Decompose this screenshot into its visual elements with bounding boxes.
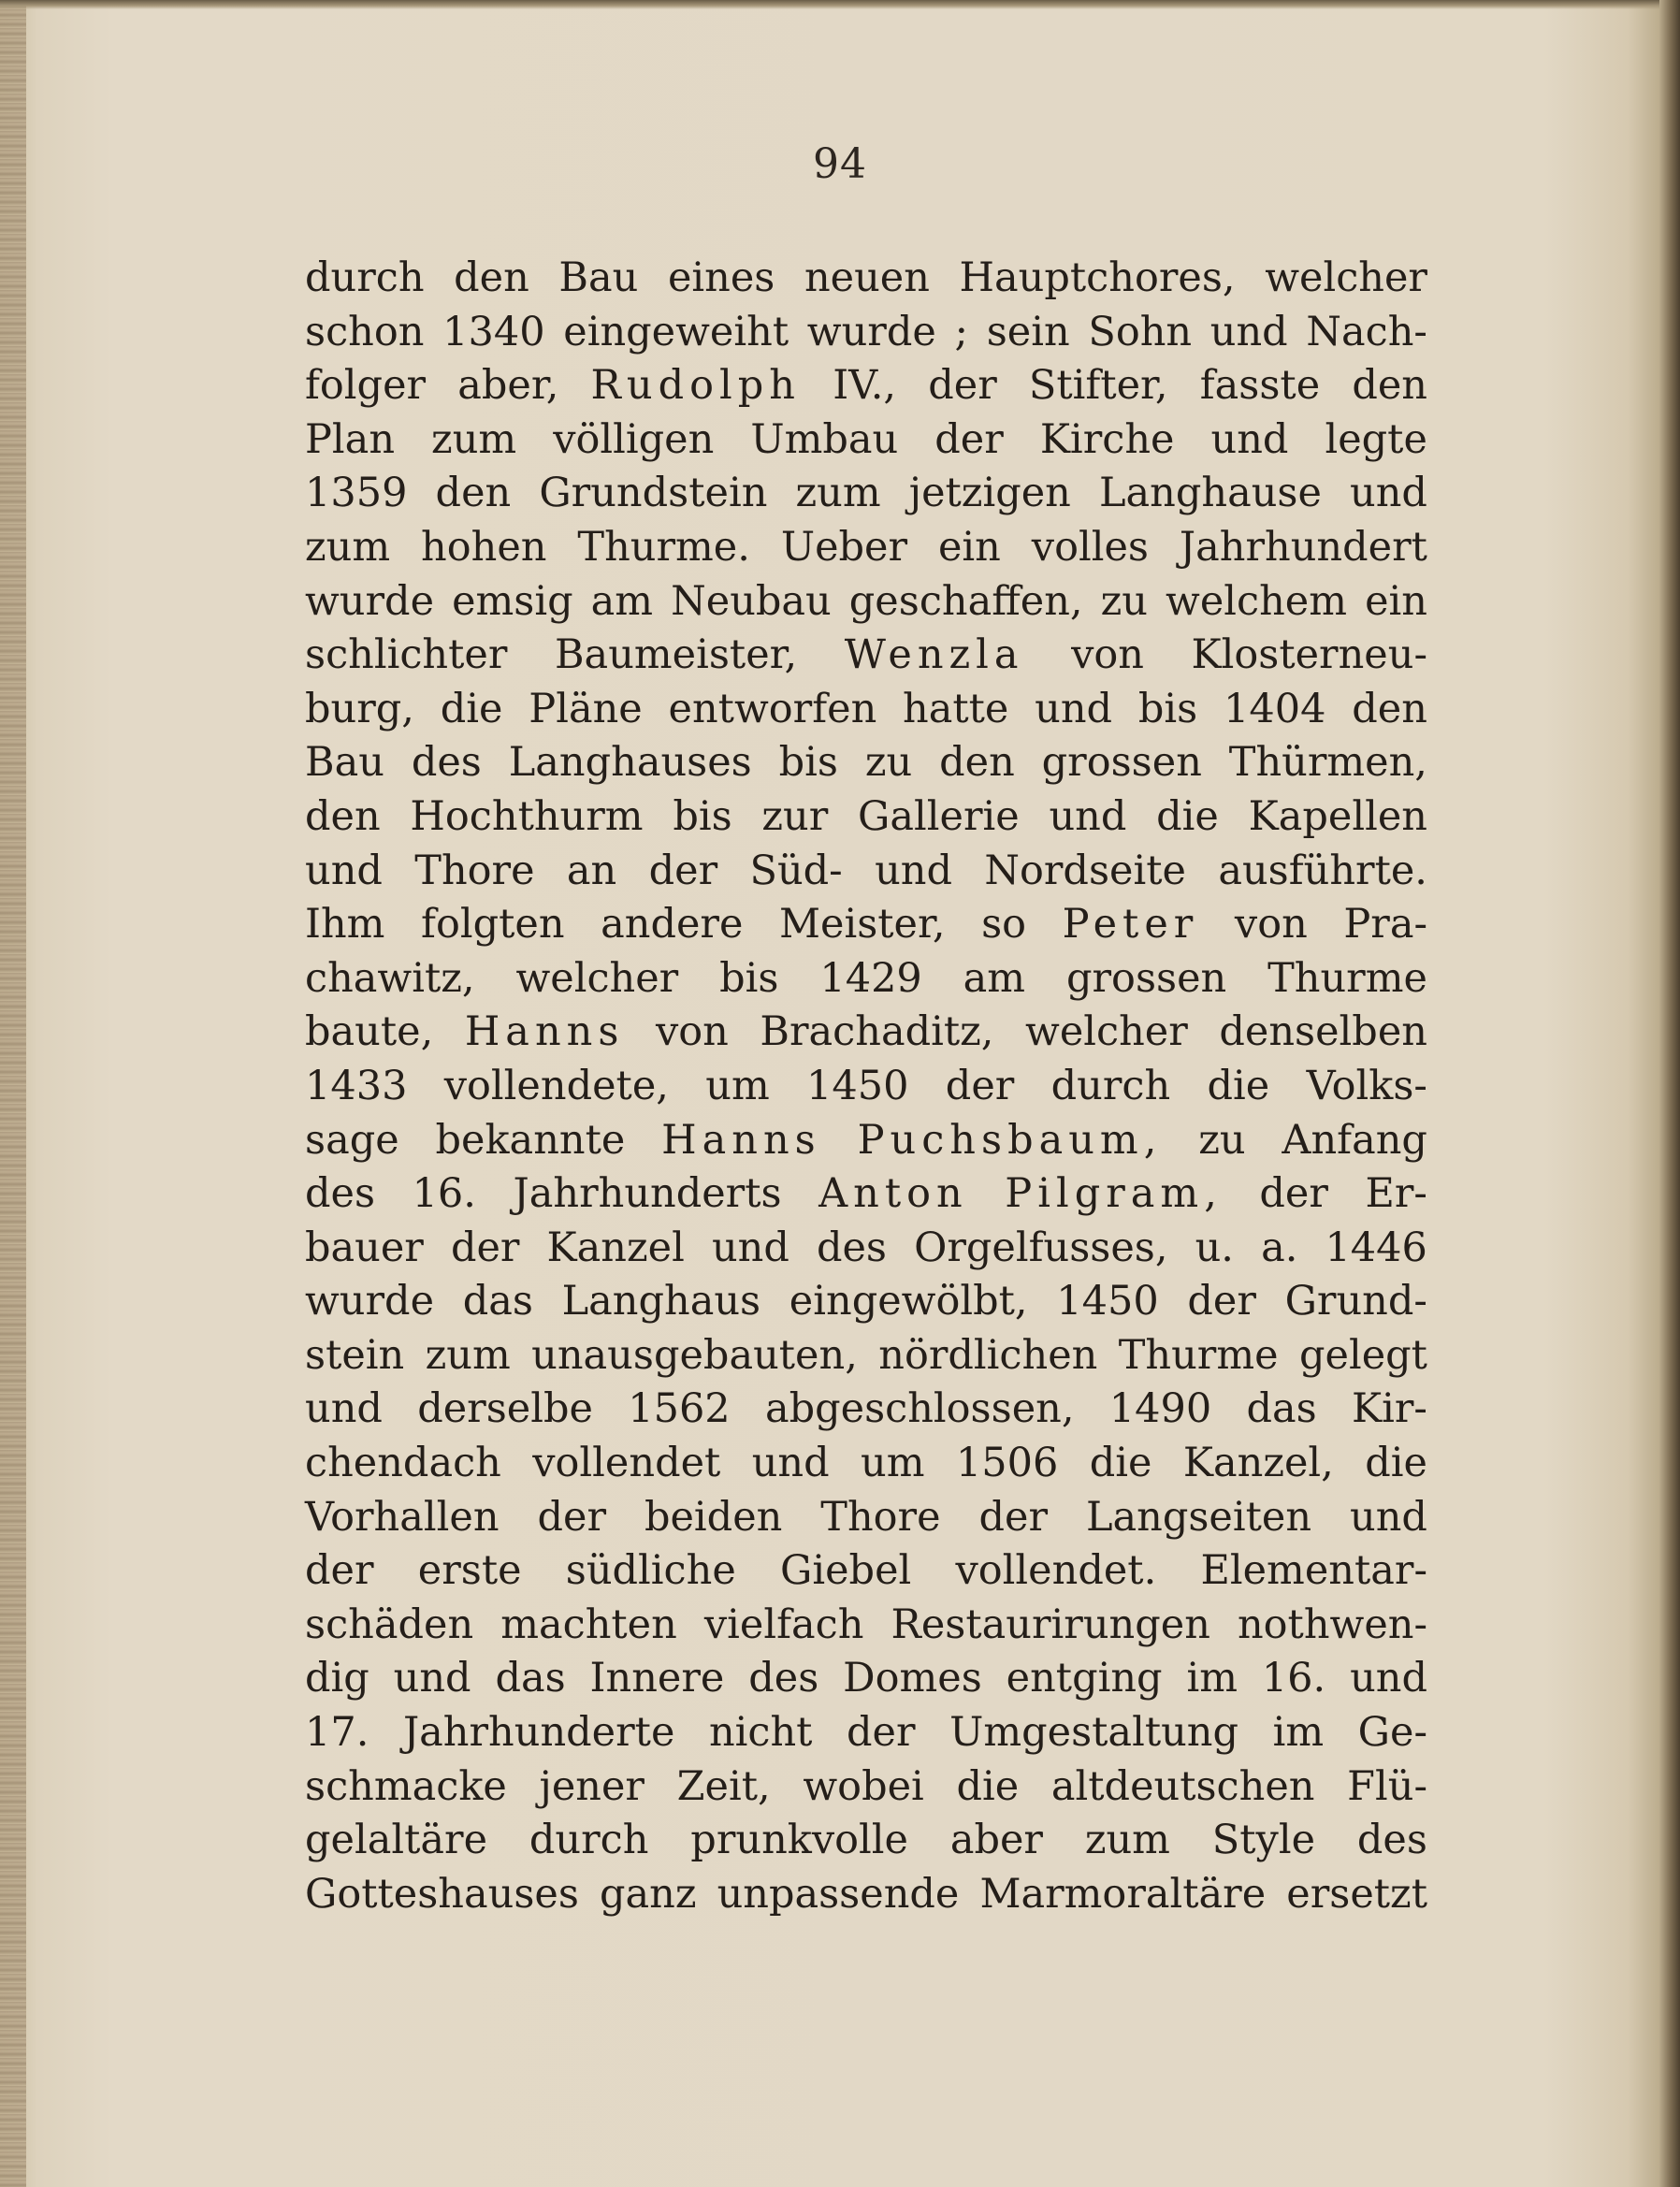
word: bekannte: [435, 1116, 626, 1164]
word: welcher: [1265, 254, 1427, 301]
text-line: [305, 1170, 1427, 1224]
word: welchem: [1166, 577, 1348, 625]
text-line: [305, 1117, 1427, 1171]
word: des: [305, 1170, 376, 1218]
word: Er-: [1365, 1170, 1427, 1218]
word: der: [945, 1062, 1015, 1109]
word: IV.,: [833, 362, 897, 410]
word: vollendet.: [955, 1547, 1157, 1595]
word: der: [978, 1493, 1049, 1541]
text-line: [305, 1278, 1427, 1332]
word: Thürmen,: [1228, 739, 1427, 787]
word: der: [934, 415, 1004, 463]
word: chendach: [305, 1440, 501, 1487]
word: Langhause: [1098, 470, 1322, 517]
word: vielfach: [703, 1600, 864, 1648]
word: zum: [305, 523, 391, 571]
word: Flü-: [1347, 1762, 1427, 1810]
word: Kir-: [1351, 1385, 1427, 1433]
word: machten: [500, 1600, 677, 1648]
word: an: [566, 847, 617, 894]
word: die: [1207, 1062, 1270, 1109]
word: das: [495, 1655, 566, 1702]
word: folger: [305, 362, 427, 410]
word: ;: [954, 308, 969, 355]
word: Ueber: [780, 523, 908, 571]
text-line: [305, 470, 1427, 524]
word: zu: [864, 739, 913, 787]
word: Volks-: [1306, 1062, 1427, 1109]
text-line: [305, 686, 1427, 740]
word: sage: [305, 1116, 399, 1164]
word: emsig: [452, 577, 573, 625]
word: zum: [431, 415, 517, 463]
word: die: [1089, 1440, 1152, 1487]
word: 16.: [1261, 1655, 1326, 1702]
text-line: [305, 524, 1427, 578]
text-line: [305, 578, 1427, 632]
word: chawitz,: [305, 954, 475, 1002]
word: und: [1209, 308, 1288, 355]
word: Pra-: [1343, 901, 1427, 949]
word: Meister,: [778, 901, 946, 949]
word: der: [305, 1547, 374, 1595]
word: und: [1350, 1655, 1427, 1702]
word: Bau: [558, 254, 639, 301]
word: 1359: [305, 470, 408, 517]
word: von: [655, 1008, 729, 1056]
text-line: [305, 1440, 1427, 1494]
word: wurde: [305, 577, 435, 625]
word: schäden: [305, 1600, 474, 1648]
word: Kirche: [1039, 415, 1175, 463]
text-line: [305, 1385, 1427, 1440]
word: schon: [305, 308, 425, 355]
word: unpassende: [717, 1870, 960, 1918]
word: legte: [1325, 415, 1427, 463]
word: der: [537, 1493, 606, 1541]
word: der: [1259, 1170, 1328, 1218]
word: denselben: [1219, 1008, 1427, 1056]
word: den: [305, 792, 381, 840]
word: Vorhallen: [305, 1493, 500, 1541]
word: Stifter,: [1028, 362, 1168, 410]
word: Thurme: [1267, 954, 1427, 1002]
word: Langhaus: [561, 1278, 761, 1325]
word: Langseiten: [1085, 1493, 1312, 1541]
page-top-edge: [0, 0, 1680, 9]
word: den: [454, 254, 529, 301]
word: eingewölbt,: [789, 1278, 1028, 1325]
word: 1340: [442, 308, 545, 355]
word: wurde: [305, 1278, 435, 1325]
word: prunkvolle: [690, 1817, 908, 1864]
word: Jahrhundert: [1179, 523, 1427, 571]
word: Ge-: [1357, 1709, 1427, 1757]
word: unausgebauten,: [531, 1331, 858, 1379]
word: Kanzel,: [1182, 1440, 1334, 1487]
word: 1450: [1056, 1278, 1159, 1325]
word: entworfen: [668, 685, 877, 732]
word: des: [748, 1655, 819, 1702]
word: und: [711, 1224, 789, 1271]
word: vollendet: [532, 1440, 721, 1487]
text-line: [305, 1763, 1427, 1818]
word: 1506: [955, 1440, 1059, 1487]
word: den: [939, 739, 1015, 787]
word: Thurme: [1118, 1331, 1279, 1379]
word: und: [751, 1440, 830, 1487]
word: Umgestaltung: [949, 1709, 1239, 1757]
word: bauer: [305, 1224, 424, 1271]
word: der: [450, 1224, 520, 1271]
word: altdeutschen: [1050, 1762, 1315, 1810]
word: wurde: [806, 308, 936, 355]
word: Ihm: [305, 901, 385, 949]
word: bis: [673, 792, 732, 840]
word: am: [963, 954, 1026, 1002]
word: nicht: [708, 1709, 813, 1757]
word: gelegt: [1298, 1331, 1427, 1379]
word: die: [1156, 792, 1219, 840]
word: Elementar-: [1200, 1547, 1427, 1595]
word: zum: [425, 1331, 511, 1379]
word: nothwen-: [1237, 1600, 1427, 1648]
word: Hauptchores,: [959, 254, 1236, 301]
word: gelaltäre: [305, 1817, 488, 1864]
page-right-edge: [1659, 0, 1680, 2187]
text-line: [305, 1332, 1427, 1386]
word: jetzigen: [908, 470, 1071, 517]
word: die: [956, 1762, 1020, 1810]
word: eingeweiht: [563, 308, 789, 355]
word: Hanns: [464, 1008, 625, 1056]
word: Nach-: [1306, 308, 1427, 355]
word: Sohn: [1088, 308, 1193, 355]
word: folgten: [421, 901, 565, 949]
word: volles: [1031, 523, 1149, 571]
word: Restaurirungen: [891, 1600, 1210, 1648]
word: Style: [1211, 1817, 1316, 1864]
text-line: [305, 1601, 1427, 1656]
word: baute,: [305, 1008, 434, 1056]
word: Zeit,: [676, 1762, 771, 1810]
text-line: [305, 309, 1427, 363]
word: Baumeister,: [554, 631, 798, 679]
word: und: [305, 847, 383, 894]
word: Langhauses: [508, 739, 752, 787]
word: Pläne: [529, 685, 643, 732]
text-line: [305, 631, 1427, 686]
text-line: [305, 847, 1427, 902]
word: 1404: [1224, 685, 1326, 732]
text-line: [305, 362, 1427, 416]
text-line: [305, 793, 1427, 847]
word: Thurme.: [577, 523, 750, 571]
word: Nordseite: [984, 847, 1186, 894]
word: Anfang: [1282, 1116, 1427, 1164]
word: schmacke: [305, 1762, 507, 1810]
word: vollendete,: [443, 1062, 669, 1109]
word: und: [875, 847, 952, 894]
word: dig: [305, 1655, 369, 1702]
word: von: [1234, 901, 1308, 949]
word: Hochthurm: [410, 792, 644, 840]
word: ein: [1365, 577, 1427, 625]
word: geschaffen,: [848, 577, 1083, 625]
word: Plan: [305, 415, 396, 463]
word: ein: [937, 523, 1001, 571]
word: erste: [417, 1547, 522, 1595]
word: um: [705, 1062, 770, 1109]
word: fasste: [1199, 362, 1321, 410]
text-line: [305, 1817, 1427, 1871]
word: eines: [667, 254, 775, 301]
word: Innere: [589, 1655, 725, 1702]
text-line: [305, 1709, 1427, 1763]
word: neuen: [804, 254, 930, 301]
word: den: [435, 470, 512, 517]
word: jener: [539, 1762, 644, 1810]
word: andere: [601, 901, 744, 949]
word: Anton: [818, 1170, 968, 1218]
word: das: [462, 1278, 533, 1325]
word: Neubau: [671, 577, 832, 625]
word: so: [981, 901, 1027, 949]
word: grossen: [1041, 739, 1202, 787]
word: wobei: [803, 1762, 924, 1810]
word: bis: [778, 739, 838, 787]
word: und: [1350, 1493, 1427, 1541]
text-line: [305, 1494, 1427, 1548]
word: und: [305, 1385, 383, 1433]
word: zum: [1084, 1817, 1170, 1864]
word: im: [1186, 1655, 1238, 1702]
word: der: [928, 362, 997, 410]
word: derselbe: [417, 1385, 593, 1433]
word: durch: [1050, 1062, 1171, 1109]
word: Thore: [414, 847, 535, 894]
word: Pilgram,: [1005, 1170, 1223, 1218]
word: Marmoraltäre: [979, 1870, 1267, 1918]
word: Rudolph: [590, 362, 802, 410]
word: Gallerie: [858, 792, 1020, 840]
word: welcher: [1025, 1008, 1188, 1056]
word: zur: [761, 792, 829, 840]
word: im: [1272, 1709, 1325, 1757]
word: 1450: [806, 1062, 909, 1109]
word: Bau: [305, 739, 384, 787]
word: 16.: [412, 1170, 476, 1218]
word: der: [1187, 1278, 1256, 1325]
word: 17.: [305, 1709, 369, 1757]
text-line: [305, 416, 1427, 471]
word: Thore: [820, 1493, 941, 1541]
word: Süd-: [749, 847, 843, 894]
word: 1433: [305, 1062, 408, 1109]
word: südliche: [565, 1547, 736, 1595]
word: u.: [1195, 1224, 1234, 1271]
word: 1429: [819, 954, 922, 1002]
word: a.: [1261, 1224, 1298, 1271]
word: der: [847, 1709, 916, 1757]
word: ganz: [599, 1870, 697, 1918]
word: des: [1356, 1817, 1427, 1864]
text-line: [305, 1224, 1427, 1279]
word: grossen: [1065, 954, 1227, 1002]
word: Wenzla: [844, 631, 1024, 679]
word: des: [411, 739, 482, 787]
word: die: [440, 685, 503, 732]
word: um: [861, 1440, 925, 1487]
word: Jahrhunderts: [513, 1170, 782, 1218]
word: und: [1210, 415, 1289, 463]
word: abgeschlossen,: [764, 1385, 1075, 1433]
word: durch: [529, 1817, 649, 1864]
word: der: [648, 847, 718, 894]
word: und: [1350, 470, 1427, 517]
word: am: [590, 577, 654, 625]
word: 1446: [1325, 1224, 1427, 1271]
word: beiden: [644, 1493, 783, 1541]
word: entging: [1006, 1655, 1163, 1702]
word: und: [1049, 792, 1127, 840]
word: und: [1035, 685, 1113, 732]
word: Peter: [1062, 901, 1199, 949]
word: die: [1365, 1440, 1427, 1487]
word: burg,: [305, 685, 414, 732]
text-line: [305, 955, 1427, 1009]
word: Domes: [843, 1655, 982, 1702]
word: das: [1246, 1385, 1317, 1433]
word: Grundstein: [539, 470, 768, 517]
book-binding-edge: [0, 0, 26, 2187]
word: sein: [986, 308, 1070, 355]
word: den: [1352, 685, 1427, 732]
text-line: [305, 1655, 1427, 1709]
word: zum: [795, 470, 881, 517]
page-number: 94: [813, 140, 867, 188]
word: hatte: [903, 685, 1009, 732]
word: Hanns: [661, 1116, 821, 1164]
word: bis: [1137, 685, 1198, 732]
text-line: [305, 1871, 1427, 1925]
word: ausführte.: [1218, 847, 1427, 894]
word: welcher: [515, 954, 679, 1002]
word: von: [1071, 631, 1144, 679]
text-line: [305, 254, 1427, 309]
word: Puchsbaum,: [857, 1116, 1163, 1164]
word: nördlichen: [878, 1331, 1098, 1379]
word: Umbau: [750, 415, 899, 463]
word: Brachaditz,: [760, 1008, 994, 1056]
word: Klosterneu-: [1191, 631, 1427, 679]
word: Grund-: [1284, 1278, 1427, 1325]
word: Orgelfusses,: [914, 1224, 1168, 1271]
word: 1490: [1108, 1385, 1212, 1433]
word: völligen: [553, 415, 715, 463]
word: durch: [305, 254, 425, 301]
word: schlichter: [305, 631, 508, 679]
word: Jahrhunderte: [402, 1709, 675, 1757]
word: zu: [1198, 1116, 1246, 1164]
word: Giebel: [780, 1547, 912, 1595]
text-line: [305, 739, 1427, 793]
text-line: [305, 1008, 1427, 1063]
word: und: [393, 1655, 471, 1702]
word: 1562: [628, 1385, 731, 1433]
word: zu: [1100, 577, 1148, 625]
word: ersetzt: [1286, 1870, 1427, 1918]
word: aber: [949, 1817, 1043, 1864]
word: aber,: [457, 362, 559, 410]
text-line: [305, 901, 1427, 955]
word: Kapellen: [1248, 792, 1427, 840]
word: stein: [305, 1331, 405, 1379]
word: hohen: [421, 523, 547, 571]
word: den: [1352, 362, 1427, 410]
word: bis: [719, 954, 779, 1002]
word: des: [816, 1224, 887, 1271]
word: Gotteshauses: [305, 1870, 579, 1918]
text-line: [305, 1063, 1427, 1117]
word: Kanzel: [546, 1224, 685, 1271]
body-text: [305, 254, 1427, 1924]
text-line: [305, 1547, 1427, 1601]
